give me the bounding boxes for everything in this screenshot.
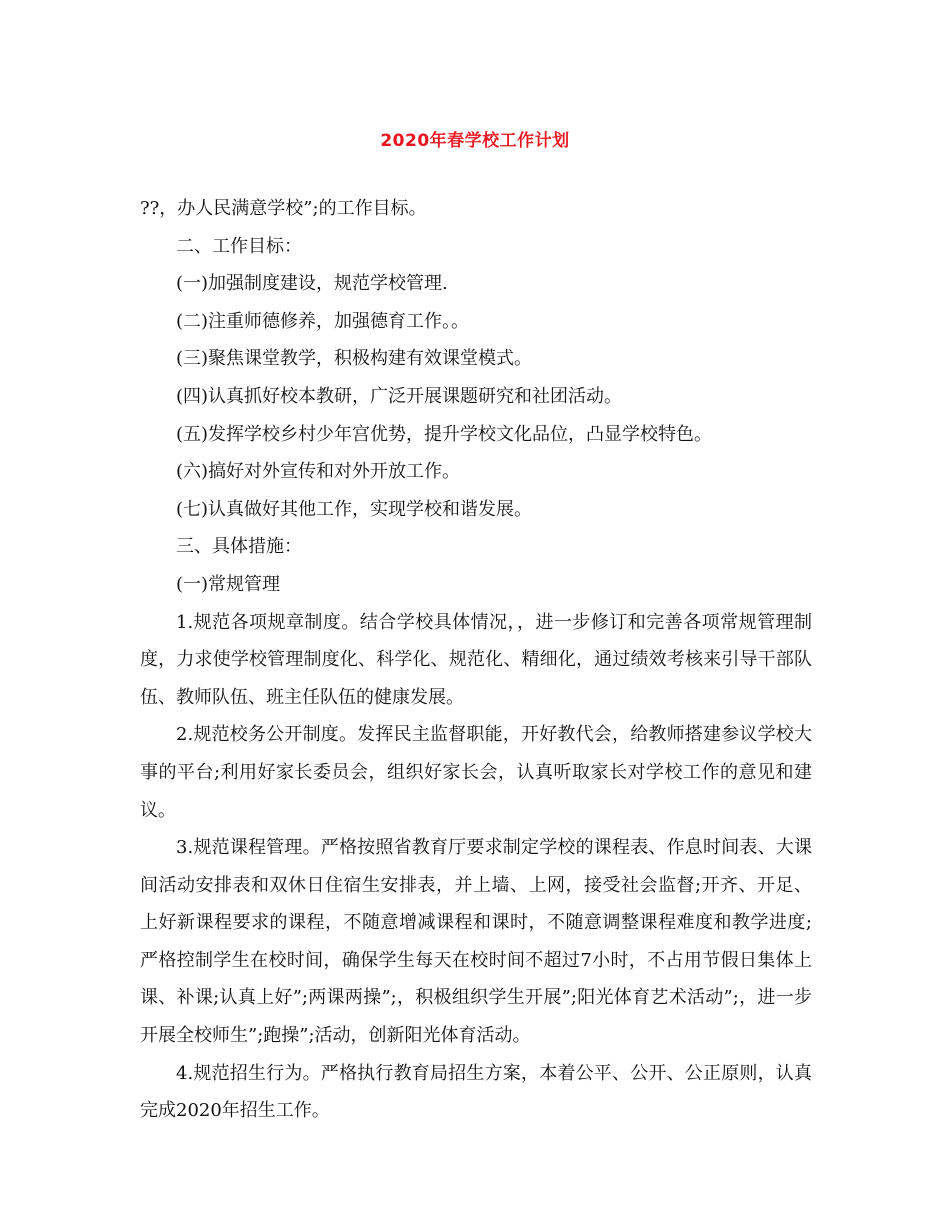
subheading-routine-management: (一)常规管理 [176,573,281,595]
measure-paragraph-2: 2.规范校务公开制度。发挥民主监督职能，开好教代会，给教师搭建参议学校大事的平台;利用好家长委员会，组织好家长会，认真听取家长对学校工作的意见和建议。 [140,724,812,821]
goal-item-2: (二)注重师德修养，加强德育工作。。 [176,310,470,332]
heading-measures: 三、具体措施： [176,536,302,558]
goal-item-3: (三)聚焦课堂教学，积极构建有效课堂模式。 [176,348,533,370]
document-body [140,190,812,1130]
goal-item-1: (一)加强制度建设，规范学校管理. [176,273,448,295]
goal-item-7: (七)认真做好其他工作，实现学校和谐发展。 [176,498,533,520]
goal-item-6: (六)搞好对外宣传和对外开放工作。 [176,461,461,483]
measure-paragraph-3: 3.规范课程管理。严格按照省教育厅要求制定学校的课程表、作息时间表、大课间活动安排表和双休日住宿生安排表，并上墙、上网，接受社会监督;开齐、开足、上好新课程要求的课程，不随意增减课程和课时，不随意调整课程难度和教学进度;严格控制学生在校时间，确保学生每天在校时间不超过7小时，不占用节假日集体上课、补课;认真上好”;两课两操”;，积极组织学生开展”;阳光体育艺术活动”;，进一步开展全校师生”;跑操”;活动，创新阳光体育活动。 [140,837,812,1047]
goal-item-5: (五)发挥学校乡村少年宫优势，提升学校文化品位，凸显学校特色。 [176,423,713,445]
measure-paragraph-4: 4.规范招生行为。严格执行教育局招生方案，本着公平、公开、公正原则，认真完成2020年招生工作。 [140,1062,812,1122]
document-title: 2020年春学校工作计划 [380,131,570,151]
measure-paragraph-1: 1.规范各项规章制度。结合学校具体情况，，进一步修订和完善各项常规管理制度，力求使学校管理制度化、科学化、规范化、精细化，通过绩效考核来引导干部队伍、教师队伍、班主任队伍的健康发展。 [140,611,812,708]
goal-item-4: (四)认真抓好校本教研，广泛开展课题研究和社团活动。 [176,385,623,407]
paragraph-intro: ??，办人民满意学校”;的工作目标。 [140,198,427,219]
heading-goals: 二、工作目标： [176,235,302,257]
